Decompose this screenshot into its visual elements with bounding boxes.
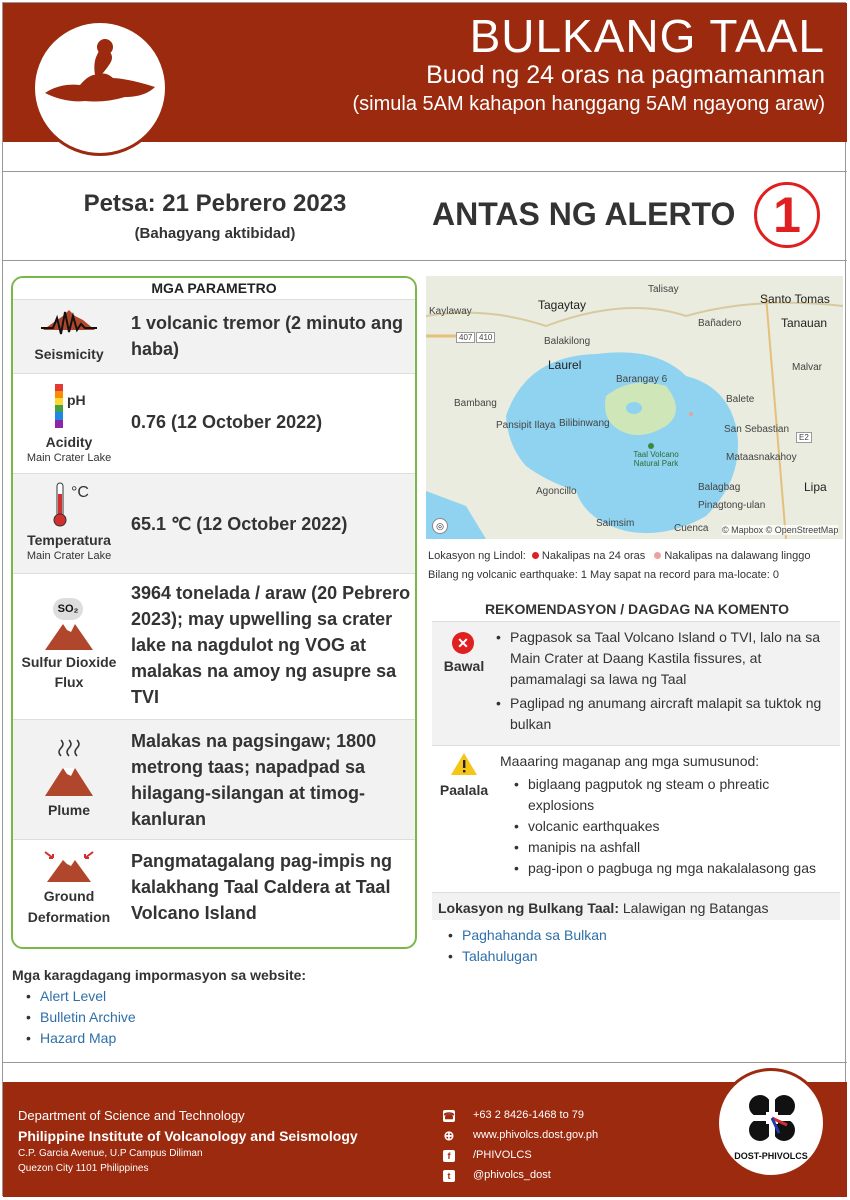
param-sublabel: Main Crater Lake [26, 550, 112, 562]
link-paghahanda[interactable]: • Paghahanda sa Bulkan [446, 925, 607, 946]
taal-volcano-logo [32, 20, 168, 156]
two-week-quake-dot-icon [654, 552, 661, 559]
paalala-list [514, 774, 834, 879]
location-label: Lokasyon ng Bulkang Taal: [438, 900, 619, 916]
more-info-heading: Mga karagdagang impormasyon sa website: [12, 967, 307, 983]
footer-institute: Philippine Institute of Volcanology and Seismology [18, 1128, 358, 1144]
legend-prefix: Lokasyon ng Lindol: [428, 550, 526, 562]
map-place-label: Pinagtong-ulan [698, 500, 766, 511]
param-value: 65.1 ℃ (12 October 2022) [131, 514, 348, 534]
phone-icon: ☎ [443, 1111, 455, 1121]
footer-address-line2: Quezon City 1101 Philippines [18, 1163, 149, 1174]
param-label: Acidity [45, 434, 93, 450]
footer-twitter[interactable]: @phivolcs_dost [473, 1169, 551, 1181]
link-hazard-map[interactable]: • Hazard Map [24, 1028, 136, 1049]
map-place-label: Agoncillo [536, 486, 577, 497]
param-value: 3964 tonelada / araw (20 Pebrero 2023); may upwelling sa crater lake na nagdulot ng VOG at malakas na amoy ng asupre sa TVI [131, 583, 411, 707]
map-place-label: Tagaytay [538, 298, 587, 312]
map-attribution[interactable]: © Mapbox © OpenStreetMap [722, 525, 839, 535]
footer-department: Department of Science and Technology [18, 1108, 245, 1123]
activity-note: (Bahagyang aktibidad) [134, 225, 296, 242]
map-place-label: Kaylaway [429, 306, 472, 317]
road-shield: 410 [476, 332, 495, 343]
map-place-label: Tanauan [781, 316, 828, 330]
recent-quake-dot-icon [532, 552, 539, 559]
param-sublabel: Main Crater Lake [26, 452, 112, 464]
map-place-label: Lipa [804, 480, 827, 494]
param-row-temperature [13, 473, 415, 574]
recommendations-heading: REKOMENDASYON / DAGDAG NA KOMENTO [484, 601, 790, 617]
param-value: Malakas na pagsingaw; 1800 metrong taas; napadpad sa hilagang-silangan at timog-kanluran [131, 731, 377, 829]
legend-two-weeks: Nakalipas na dalawang linggo [664, 550, 811, 562]
footer-phone[interactable]: +63 2 8426-1468 to 79 [473, 1109, 585, 1121]
header-divider [3, 171, 847, 172]
earthquake-legend [428, 550, 811, 562]
earthquake-count: Bilang ng volcanic earthquake: 1 May sapat na record para ma-locate: 0 [428, 569, 779, 581]
list-item: • Pagpasok sa Taal Volcano Island o TVI, lalo na sa Main Crater at Daang Kastila fissures, at pamamalagi sa lawa ng Taal [496, 627, 836, 690]
map-place-label: Laurel [548, 358, 582, 372]
thermometer-icon [53, 482, 67, 528]
ph-icon-text: pH [67, 392, 86, 408]
map-park-label: Taal Volcano Natural Park [633, 450, 679, 468]
alert-level-label: ANTAS NG ALERTO [432, 196, 736, 232]
map-place-label: Cuenca [674, 523, 709, 534]
param-value: Pangmatagalang pag-impis ng kalakhang Taal Caldera at Taal Volcano Island [131, 851, 393, 923]
legend-recent: Nakalipas na 24 oras [541, 550, 646, 562]
road-shield: 407 [456, 332, 475, 343]
mapbox-logo-icon[interactable]: ◎ [432, 518, 448, 534]
road-shield: E2 [796, 432, 812, 443]
taal-map[interactable] [426, 276, 843, 539]
page-title: BULKANG TAAL [469, 10, 825, 62]
right-links [446, 925, 607, 967]
volcano-location [432, 892, 840, 920]
map-place-label: Talisay [648, 284, 679, 295]
param-row-plume [13, 719, 415, 840]
date-divider [3, 260, 847, 261]
map-place-label: San Sebastian [724, 424, 790, 435]
page-period: (simula 5AM kahapon hanggang 5AM ngayong araw) [352, 93, 825, 115]
list-item: • Paglipad ng anumang aircraft malapit sa tuktok ng bulkan [496, 693, 836, 735]
so2-volcano-icon [43, 618, 95, 652]
link-alert-level[interactable]: • Alert Level [24, 986, 136, 1007]
logo-text: DOST-PHIVOLCS [734, 1151, 808, 1161]
paalala-section [432, 745, 840, 886]
list-item: • pag-ipon o pagbuga ng mga nakalalasong gas [514, 858, 834, 879]
footer-divider [3, 1062, 847, 1063]
so2-icon-text: SO₂ [53, 598, 83, 620]
param-row-sulfur-dioxide [13, 573, 415, 720]
bawal-label: Bawal [443, 658, 485, 674]
twitter-icon: t [443, 1170, 455, 1182]
list-item: • manipis na ashfall [514, 837, 834, 858]
param-label: Ground Deformation [27, 888, 111, 925]
bawal-section [432, 621, 840, 746]
map-place-label: Malvar [792, 362, 823, 373]
footer-website[interactable]: www.phivolcs.dost.gov.ph [473, 1129, 599, 1141]
link-bulletin-archive[interactable]: • Bulletin Archive [24, 1007, 136, 1028]
param-value: 0.76 (12 October 2022) [131, 412, 323, 432]
map-place-label: Saimsim [596, 518, 635, 529]
prohibited-icon: ✕ [452, 632, 474, 654]
celsius-icon-text: °C [71, 484, 89, 501]
phivolcs-emblem-icon [747, 1093, 797, 1143]
dost-phivolcs-logo [716, 1068, 826, 1178]
link-talahulugan[interactable]: • Talahulugan [446, 946, 607, 967]
parameters-heading: MGA PARAMETRO [13, 278, 415, 299]
plume-volcano-icon [43, 738, 95, 798]
bawal-list [496, 627, 836, 735]
map-place-label: Barangay 6 [616, 374, 668, 385]
paalala-intro: Maaaring maganap ang mga sumusunod: [500, 753, 760, 769]
location-value: Lalawigan ng Batangas [622, 900, 769, 916]
map-place-label: Bañadero [698, 318, 742, 329]
map-place-label: Santo Tomas [760, 292, 830, 306]
footer-address-line1: C.P. Garcia Avenue, U.P Campus Diliman [18, 1148, 203, 1159]
param-row-seismicity [13, 299, 415, 374]
map-place-label: Balete [726, 394, 755, 405]
param-row-ground-deformation [13, 839, 415, 949]
param-row-acidity [13, 373, 415, 474]
warning-icon [450, 752, 478, 776]
facebook-icon: f [443, 1150, 455, 1162]
bulletin-date: Petsa: 21 Pebrero 2023 [83, 190, 347, 217]
param-label: Temperatura [27, 532, 111, 548]
map-place-label: Bilibinwang [559, 418, 610, 429]
map-place-label: Balakilong [544, 336, 591, 347]
page-subtitle: Buod ng 24 oras na pagmamanman [426, 61, 825, 89]
alert-level-number: 1 [754, 182, 820, 248]
volcano-island-icon [35, 23, 165, 153]
footer-facebook[interactable]: /PHIVOLCS [473, 1149, 532, 1161]
globe-search-icon: ⊕ [443, 1128, 455, 1143]
map-place-label: Mataasnakahoy [726, 452, 797, 463]
ph-icon [53, 384, 65, 428]
paalala-label: Paalala [439, 782, 489, 798]
list-item: • volcanic earthquakes [514, 816, 834, 837]
parameters-panel [11, 276, 417, 949]
param-value: 1 volcanic tremor (2 minuto ang haba) [131, 313, 404, 359]
param-label: Seismicity [34, 346, 104, 362]
map-place-label: Pansipit Ilaya [496, 420, 556, 431]
map-place-label: Balagbag [698, 482, 741, 493]
param-label: Sulfur Dioxide Flux [21, 654, 117, 690]
param-label: Plume [47, 802, 90, 818]
list-item: • biglaang pagputok ng steam o phreatic explosions [514, 774, 834, 816]
seismicity-icon [39, 306, 99, 338]
map-place-label: Bambang [454, 398, 497, 409]
ground-deformation-icon [41, 848, 97, 884]
more-info-links [24, 986, 136, 1049]
